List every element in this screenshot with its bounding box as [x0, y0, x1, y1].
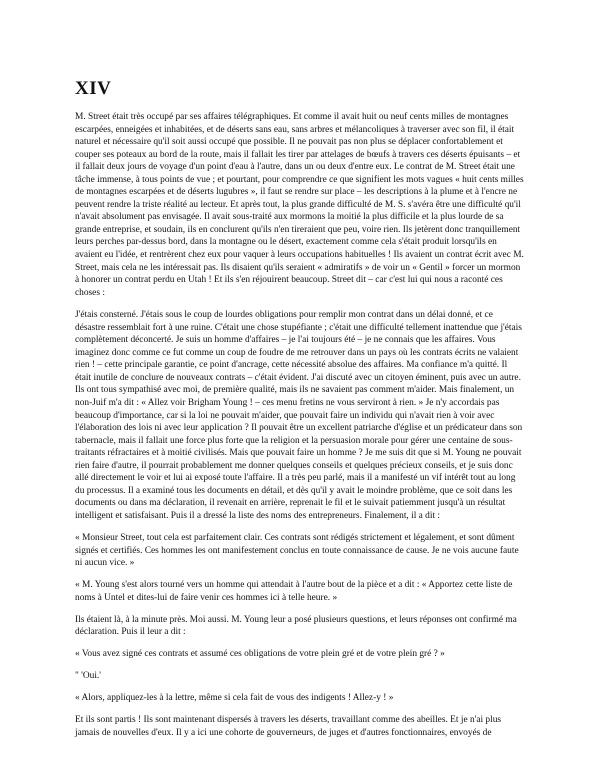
paragraph: « M. Young s'est alors tourné vers un homme qui attendait à l'autre bout de la pièce et a dit : « Apportez cette liste de noms à Untel et dites-lui de faire venir ces hommes ici à telle heure. » [75, 580, 513, 603]
paragraph: Ils étaient là, à la minute près. Moi aussi. M. Young leur a posé plusieurs questions, et leurs réponses ont confirmé ma déclaration. Puis il leur a dit : [75, 614, 517, 638]
paragraph: Et ils sont partis ! Ils sont maintenant dispersés à travers les déserts, travaillant comme des abeilles. Et je n'ai plus jamais de nouvelles d'eux. Il y a ici une cohorte de gouverneurs, de juges et d'autres fonctionnaires, envoyés de [75, 715, 502, 739]
chapter-number: XIV [75, 78, 112, 99]
chapter-body [75, 111, 525, 749]
paragraph: " 'Oui.' [75, 671, 101, 682]
paragraph: M. Street était très occupé par ses affaires télégraphiques. Et comme il avait huit ou neuf cents milles de montagnes escarpées, enneigées et inhabitées, et de déserts sans eau, sans arbres et mélancoliques à traverser avec son fil, il était naturel et nécessaire qu'il soit aussi occupé que possible. Il ne pouvait pas non plus se déplacer confortablement et couper ses poteaux au bord de la route, mais il fallait les tirer par attelages de bœufs à travers ces déserts épuisants – et il fallait deux jours de voyage d'un point d'eau à l'autre, dans un ou deux d'entre eux. Le contrat de M. Street était une tâche immense, à tous points de vue ; et pourtant, pour comprendre ce que signifient les mots vagues « huit cents milles de montagnes escarpées et de déserts lugubres », il faut se rendre sur place – les descriptions à la plume et à l'encre ne peuvent rendre la triste réalité au lecteur. Et après tout, la plus grande difficulté de M. S. s'avéra être une difficulté qu'il n'avait absolument pas envisagée. Il avait sous-traité aux mormons la moitié la plus difficile et la plus lourde de sa grande entreprise, et soudain, ils en conclurent qu'ils n'en tireraient que peu, voire rien. Ils jetèrent donc tranquillement leurs perches par-dessus bord, dans la montagne ou le désert, exactement comme cela s'était produit lorsqu'ils en avaient eu l'idée, et rentrèrent chez eux pour vaquer à leurs occupations habituelles ! Ils avaient un contrat écrit avec M. Street, mais cela ne les intéressait pas. Ils disaient qu'ils seraient « admiratifs » de voir un « Gentil » forcer un mormon à honorer un contrat perdu en Utah ! Et ils s'en réjouirent beaucoup. Street dit – car c'est lui qui nous a raconté ces choses : [75, 112, 524, 298]
paragraph: J'étais consterné. J'étais sous le coup de lourdes obligations pour remplir mon contrat dans un délai donné, et ce désastre ressemblait fort à une ruine. C'était une chose stupéfiante ; c'était une difficulté tellement inattendue que j'étais complètement déconcerté. Je suis un homme d'affaires – je l'ai toujours été – je ne connais que les affaires. Vous imaginez donc comme ce fut comme un coup de foudre de me retrouver dans un pays où les contrats écrits ne valaient rien ! – cette principale garantie, ce point d'ancrage, cette nécessité absolue des affaires. Ma confiance m'a quitté. Il était inutile de conclure de nouveaux contrats – c'était évident. J'ai discuté avec un citoyen éminent, puis avec un autre. Ils ont tous sympathisé avec moi, de première qualité, mais ils ne savaient pas comment m'aider. Mais finalement, un non-Juif m'a dit : « Allez voir Brigham Young ! – ces menu fretins ne vous serviront à rien. » Je n'y accordais pas beaucoup d'importance, car si la loi ne pouvait m'aider, que pouvait faire un individu qui n'avait rien à voir avec l'élaboration des lois ni avec leur application ? Il pouvait être un excellent patriarche d'église et un prédicateur dans son tabernacle, mais il fallait une force plus forte que la religion et la persuasion morale pour gérer une centaine de sous-traitants réfractaires et à moitié civilisés. Mais que pouvait faire un homme ? Je me suis dit que si M. Young ne pouvait rien faire d'autre, il pourrait probablement me donner quelques conseils et quelques précieux conseils, et je suis donc allé directement le voir et lui ai exposé toute l'affaire. Il a très peu parlé, mais il a manifesté un vif intérêt tout au long du processus. Il a examiné tous les documents en détail, et dès qu'il y avait le moindre problème, que ce soit dans les documents ou dans ma déclaration, il revenait en arrière, reprenait le fil et le suivait patiemment jusqu'à un résultat intelligent et satisfaisant. Puis il a dressé la liste des noms des entrepreneurs. Finalement, il a dit : [75, 310, 523, 521]
paragraph: « Monsieur Street, tout cela est parfaitement clair. Ces contrats sont rédigés strictement et légalement, et sont dûment signés et certifiés. Ces hommes les ont manifestement conclus en toute connaissance de cause. Je ne vois aucune faute ni aucun vice. » [75, 533, 519, 569]
paragraph: « Alors, appliquez-les à la lettre, même si cela fait de vous des indigents ! Allez-y ! » [75, 693, 394, 704]
paragraph: « Vous avez signé ces contrats et assumé ces obligations de votre plein gré et de votre plein gré ? » [75, 649, 445, 660]
